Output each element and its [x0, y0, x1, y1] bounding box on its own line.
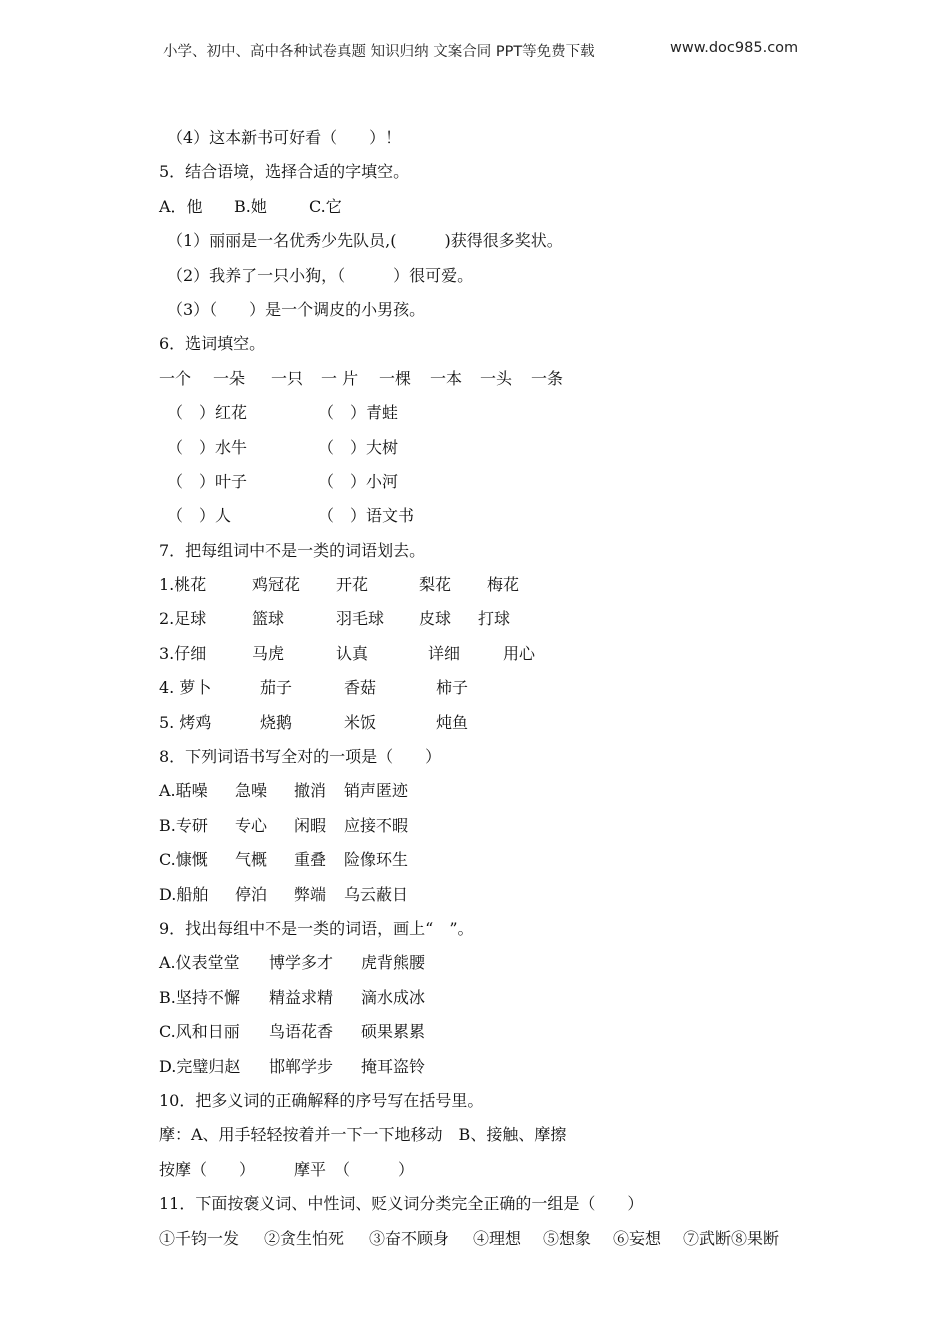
q8-word: 销声匿迹 [344, 781, 409, 801]
q7-word: 鸡冠花 [252, 575, 301, 595]
q8-option-row [159, 809, 819, 843]
q6-word: 一 片 [321, 368, 359, 388]
q6-word: 一只 [271, 368, 304, 388]
q10-item: 摩平 （ ） [294, 1159, 415, 1179]
q7-title: 7．把每组词中不是一类的词语划去。 [159, 540, 426, 560]
q8-word: 乌云蔽日 [344, 884, 409, 904]
q9-row [159, 946, 819, 980]
q11-item: ⑤想象 [543, 1228, 592, 1248]
q6-blank-right: （ ）青蛙 [318, 403, 399, 423]
q8-word: 急噪 [235, 781, 268, 801]
q5-item-2: （2）我养了一只小狗，（ ）很可爱。 [167, 265, 474, 285]
q7-word: 3.仔细 [159, 643, 207, 663]
q9-word: 滴水成冰 [361, 987, 426, 1007]
q6-word: 一条 [531, 368, 564, 388]
q9-word: A.仪表堂堂 [159, 953, 240, 973]
q7-word: 柿子 [436, 678, 469, 698]
q9-word: 虎背熊腰 [361, 953, 426, 973]
q6-blank-left: （ ）人 [167, 506, 232, 526]
q11-item: ⑥妄想 [613, 1228, 662, 1248]
q7-word: 马虎 [252, 643, 285, 663]
q10-item: 按摩（ ） [159, 1159, 256, 1179]
q9-word: 掩耳盗铃 [361, 1056, 426, 1076]
header-url[interactable]: www.doc985.com [670, 40, 799, 56]
q10-items [159, 1153, 819, 1187]
q7-word: 茄子 [260, 678, 293, 698]
q9-row [159, 1050, 819, 1084]
q6-blank-right: （ ）小河 [318, 471, 399, 491]
q6-word: 一本 [430, 368, 463, 388]
q9-word: 邯郸学步 [269, 1056, 334, 1076]
q9-word: 精益求精 [269, 987, 334, 1007]
q6-row [159, 465, 819, 499]
q7-word: 梅花 [487, 575, 520, 595]
worksheet-content [159, 121, 819, 1256]
q9-word: C.风和日丽 [159, 1022, 240, 1042]
q10-title: 10．把多义词的正确解释的序号写在括号里。 [159, 1090, 484, 1110]
q7-row [159, 568, 819, 602]
q6-row [159, 499, 819, 533]
q6-word-bank [159, 362, 819, 396]
q7-word: 认真 [336, 643, 369, 663]
q7-word: 烧鹅 [260, 712, 293, 732]
q8-word: 气概 [235, 850, 268, 870]
q8-word: 应接不暇 [344, 815, 409, 835]
q7-row [159, 671, 819, 705]
q5-item-3: （3）（ ）是一个调皮的小男孩。 [167, 299, 426, 319]
q7-word: 4. 萝卜 [159, 678, 212, 698]
q11-items [159, 1222, 819, 1256]
q11-item: ①千钧一发 [159, 1228, 240, 1248]
q9-row [159, 1015, 819, 1049]
q6-word: 一个 [159, 368, 192, 388]
q7-word: 详细 [428, 643, 461, 663]
q7-word: 2.足球 [159, 609, 207, 629]
q5-option-b: B.她 [234, 196, 267, 216]
q8-word: B.专研 [159, 815, 208, 835]
q8-word: 重叠 [294, 850, 327, 870]
q11-item: ④理想 [473, 1228, 522, 1248]
q8-word: D.船舶 [159, 884, 209, 904]
q8-word: C.慷慨 [159, 850, 208, 870]
q8-option-row [159, 774, 819, 808]
q7-word: 梨花 [419, 575, 452, 595]
q9-word: B.坚持不懈 [159, 987, 240, 1007]
q11-title: 11．下面按褒义词、中性词、贬义词分类完全正确的一组是（ ） [159, 1194, 644, 1214]
q7-word: 米饭 [344, 712, 377, 732]
q8-word: 停泊 [235, 884, 268, 904]
q4-previous-item: （4）这本新书可好看（ ）！ [167, 128, 402, 147]
page-header [163, 40, 803, 61]
q8-word: 撤消 [294, 781, 327, 801]
q7-word: 炖鱼 [436, 712, 469, 732]
q9-word: 硕果累累 [361, 1022, 426, 1042]
q9-word: 鸟语花香 [269, 1022, 334, 1042]
q5-option-a: A．他 [159, 196, 203, 216]
q7-word: 1.桃花 [159, 575, 207, 595]
q6-blank-left: （ ）叶子 [167, 471, 248, 491]
q7-word: 羽毛球 [336, 609, 385, 629]
q7-word: 打球 [478, 609, 511, 629]
q10-definition: 摩：A、用手轻轻按着并一下一下地移动 B、接触、摩擦 [159, 1125, 567, 1145]
q7-word: 篮球 [252, 609, 285, 629]
q8-word: 弊端 [294, 884, 327, 904]
q5-options [159, 190, 819, 224]
q7-word: 用心 [503, 643, 536, 663]
q8-title: 8．下列词语书写全对的一项是（ ） [159, 747, 442, 767]
q6-row [159, 431, 819, 465]
q5-title: 5．结合语境，选择合适的字填空。 [159, 162, 410, 182]
q7-word: 开花 [336, 575, 369, 595]
q8-word: A.聒噪 [159, 781, 208, 801]
q6-blank-left: （ ）水牛 [167, 437, 248, 457]
q6-word: 一头 [480, 368, 513, 388]
q11-item: ③奋不顾身 [369, 1228, 450, 1248]
q6-blank-left: （ ）红花 [167, 403, 248, 423]
q8-word: 闲暇 [294, 815, 327, 835]
q9-title: 9．找出每组中不是一类的词语，画上“ ”。 [159, 918, 474, 938]
q5-item-1: （1）丽丽是一名优秀少先队员,( )获得很多奖状。 [167, 231, 563, 251]
q9-word: D.完璧归赵 [159, 1056, 241, 1076]
q7-word: 香菇 [344, 678, 377, 698]
q8-word: 专心 [235, 815, 268, 835]
q7-row [159, 602, 819, 636]
q8-option-row [159, 843, 819, 877]
q8-word: 险像环生 [344, 850, 409, 870]
q7-row [159, 706, 819, 740]
q7-row [159, 637, 819, 671]
q9-word: 博学多才 [269, 953, 334, 973]
q6-title: 6．选词填空。 [159, 334, 266, 354]
q8-option-row [159, 878, 819, 912]
q6-blank-right: （ ）语文书 [318, 506, 415, 526]
header-text: 小学、初中、高中各种试卷真题 知识归纳 文案合同 PPT等免费下载 [163, 44, 595, 60]
q7-word: 皮球 [419, 609, 452, 629]
q6-row [159, 396, 819, 430]
q6-blank-right: （ ）大树 [318, 437, 399, 457]
q6-word: 一朵 [213, 368, 246, 388]
q6-word: 一棵 [379, 368, 412, 388]
q11-item: ⑦武断⑧果断 [683, 1228, 780, 1248]
q11-item: ②贪生怕死 [264, 1228, 345, 1248]
q5-option-c: C.它 [309, 196, 342, 216]
q7-word: 5. 烤鸡 [159, 712, 212, 732]
q9-row [159, 981, 819, 1015]
